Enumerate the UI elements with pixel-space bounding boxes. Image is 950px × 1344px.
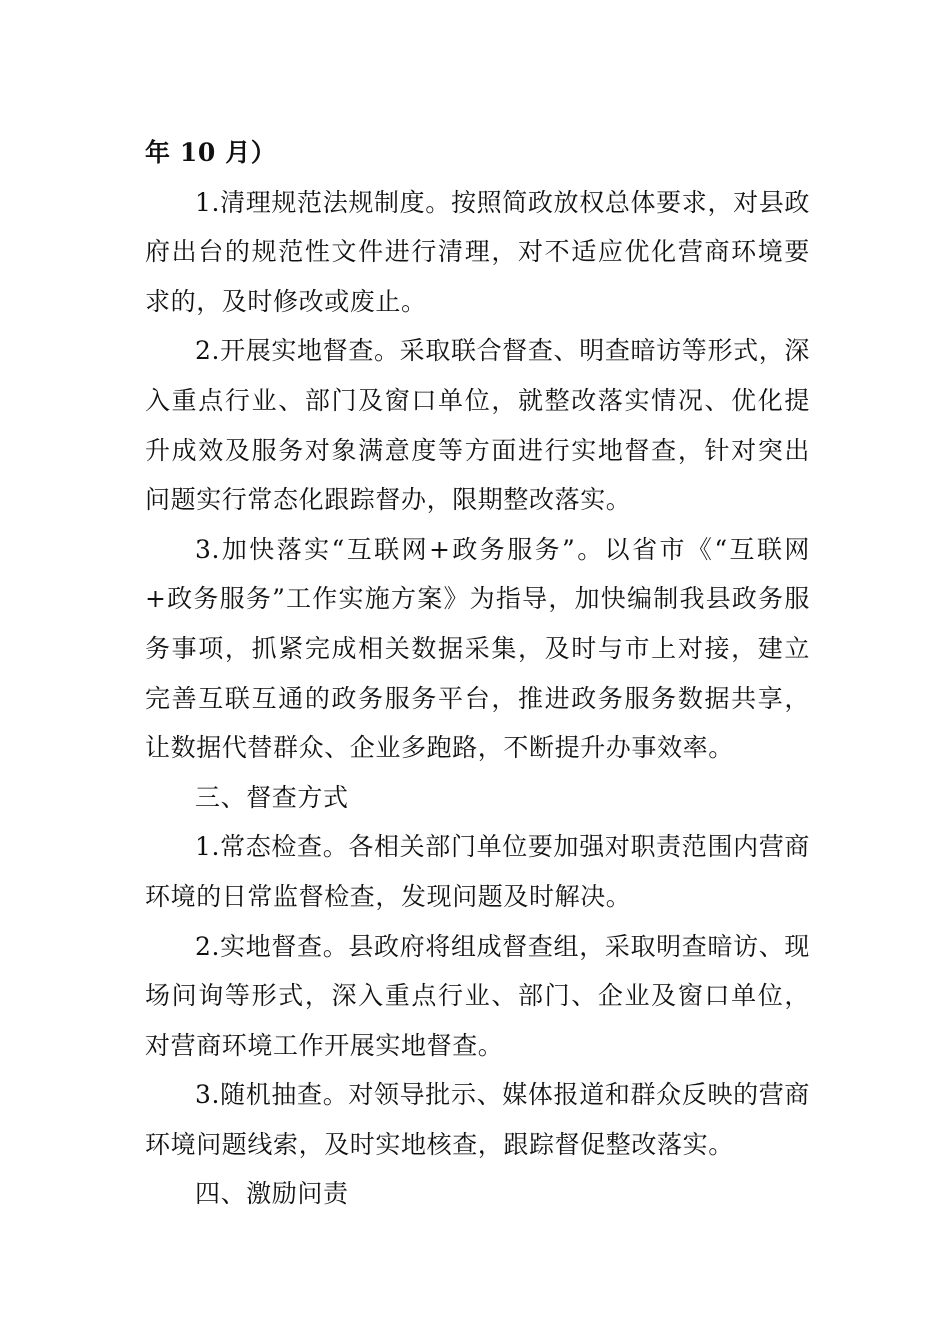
document-body: [145, 128, 810, 1219]
paragraph-method-1: 1.常态检查。各相关部门单位要加强对职责范围内营商环境的日常监督检查，发现问题及时解决。: [145, 832, 810, 911]
continued-heading-tail: 年 10 月）: [145, 138, 277, 167]
paragraph-method-3: 3.随机抽查。对领导批示、媒体报道和群众反映的营商环境问题线索，及时实地核查，跟踪督促整改落实。: [145, 1080, 810, 1159]
paragraph-item-2: 2.开展实地督查。采取联合督查、明查暗访等形式，深入重点行业、部门及窗口单位，就整改落实情况、优化提升成效及服务对象满意度等方面进行实地督查，针对突出问题实行常态化跟踪督办，限期整改落实。: [145, 336, 810, 515]
paragraph-item-1: 1.清理规范法规制度。按照简政放权总体要求，对县政府出台的规范性文件进行清理，对不适应优化营商环境要求的，及时修改或废止。: [145, 187, 810, 316]
section-heading-4: 四、激励问责: [195, 1179, 349, 1209]
section-heading-3: 三、督查方式: [195, 782, 349, 812]
paragraph-method-2: 2.实地督查。县政府将组成督查组，采取明查暗访、现场问询等形式，深入重点行业、部门、企业及窗口单位，对营商环境工作开展实地督查。: [145, 931, 810, 1060]
paragraph-item-3: 3.加快落实“互联网+政务服务”。以省市《“互联网+政务服务”工作实施方案》为指导，加快编制我县政务服务事项，抓紧完成相关数据采集，及时与市上对接，建立完善互联互通的政务服务平台，推进政务服务数据共享，让数据代替群众、企业多跑路，不断提升办事效率。: [145, 534, 810, 763]
